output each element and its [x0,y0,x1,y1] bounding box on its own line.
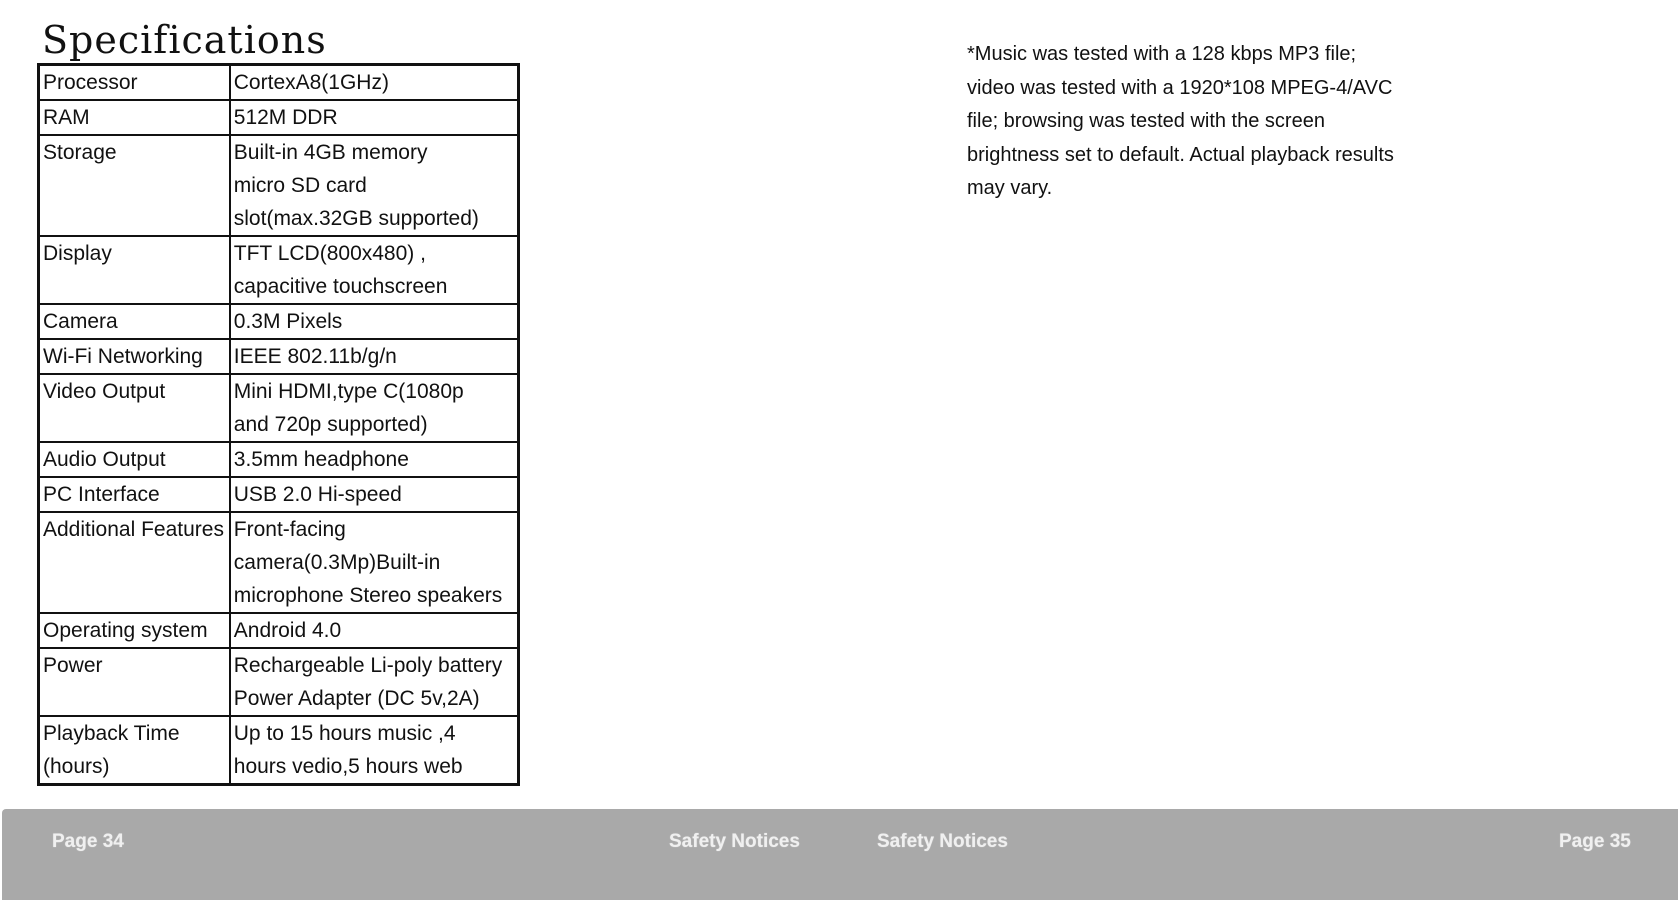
spec-value-cell [230,304,519,339]
spec-row [39,339,519,374]
footnote-line: may vary. [967,177,1053,199]
spec-value: USB 2.0 Hi-speed [233,483,402,506]
spec-label-cell [39,100,230,135]
spec-label-cell [39,135,230,236]
spec-label: Storage [43,141,117,164]
spec-label: Wi-Fi Networking [43,345,203,368]
footnote-line: file; browsing was tested with the screen [967,110,1325,132]
spec-label-cell [39,442,230,477]
spec-label-cell [39,374,230,442]
spec-label: PC Interface [43,483,160,506]
spec-value-cell [230,65,519,101]
spec-value-cell [230,477,519,512]
spec-value: and 720p supported) [233,413,428,436]
spec-row [39,442,519,477]
spec-label: Audio Output [43,448,166,471]
spec-value: CortexA8(1GHz) [233,71,389,94]
spec-label: Display [43,242,112,265]
spec-row [39,648,519,716]
spec-value: camera(0.3Mp)Built-in [233,551,441,574]
spec-value: Up to 15 hours music ,4 [233,722,456,745]
spec-row [39,304,519,339]
spec-value: IEEE 802.11b/g/n [233,345,397,368]
page-title: Specifications [42,18,327,62]
spec-label-cell [39,477,230,512]
spec-row [39,716,519,785]
spec-label-cell [39,339,230,374]
spec-label: (hours) [43,755,110,778]
spec-value-cell [230,648,519,716]
footer-right-section: Safety Notices [877,831,1008,852]
footer-right-page-number: Page 35 [1559,831,1631,852]
spec-value-cell [230,135,519,236]
spec-label-cell [39,716,230,785]
specifications-table-body [39,65,519,785]
spec-value-cell [230,100,519,135]
footer-left-page-number: Page 34 [52,831,124,852]
spec-row [39,512,519,613]
spec-row [39,374,519,442]
spec-value-cell [230,374,519,442]
spec-label: Playback Time [43,722,180,745]
spec-value: micro SD card [233,174,367,197]
spec-label: Camera [43,310,118,333]
spec-label: Additional Features [43,518,224,541]
spec-label: Operating system [43,619,208,642]
spec-value-cell [230,442,519,477]
spec-row [39,135,519,236]
spec-value: slot(max.32GB supported) [233,207,479,230]
spec-value-cell [230,613,519,648]
spec-value: hours vedio,5 hours web [233,755,463,778]
spec-value: Front-facing [233,518,346,541]
spec-label-cell [39,613,230,648]
spec-row [39,477,519,512]
specifications-table [37,63,520,786]
footnote-line: video was tested with a 1920*108 MPEG-4/AVC [967,76,1393,99]
playback-footnote [967,38,1467,206]
spec-value: Rechargeable Li-poly battery [233,654,503,677]
footnote-line: *Music was tested with a 128 kbps MP3 file; [967,43,1357,65]
spec-row [39,613,519,648]
spec-value: Built-in 4GB memory [233,141,428,164]
spec-value: 3.5mm headphone [233,448,409,471]
spec-value: microphone Stereo speakers [233,584,503,607]
spec-value: Mini HDMI,type C(1080p [233,380,464,403]
spec-label-cell [39,65,230,101]
spec-label: RAM [43,106,90,129]
spec-value-cell [230,339,519,374]
spec-label: Processor [43,71,138,94]
spec-value: 0.3M Pixels [233,310,343,333]
spec-value: capacitive touchscreen [233,275,448,298]
spec-row [39,100,519,135]
spec-row [39,65,519,101]
spec-row [39,236,519,304]
spec-label-cell [39,236,230,304]
spec-value: 512M DDR [233,106,338,129]
spec-value: TFT LCD(800x480) , [233,242,426,265]
spec-label-cell [39,512,230,613]
spec-value-cell [230,512,519,613]
spec-value: Android 4.0 [233,619,342,642]
footer-left-section: Safety Notices [669,831,800,852]
page-footer [2,809,1678,900]
spec-value: Power Adapter (DC 5v,2A) [233,687,480,710]
spec-label: Power [43,654,103,677]
spec-value-cell [230,716,519,785]
footnote-line: brightness set to default. Actual playback results [967,143,1394,166]
spec-label-cell [39,304,230,339]
spec-label-cell [39,648,230,716]
spec-label: Video Output [43,380,166,403]
spec-value-cell [230,236,519,304]
